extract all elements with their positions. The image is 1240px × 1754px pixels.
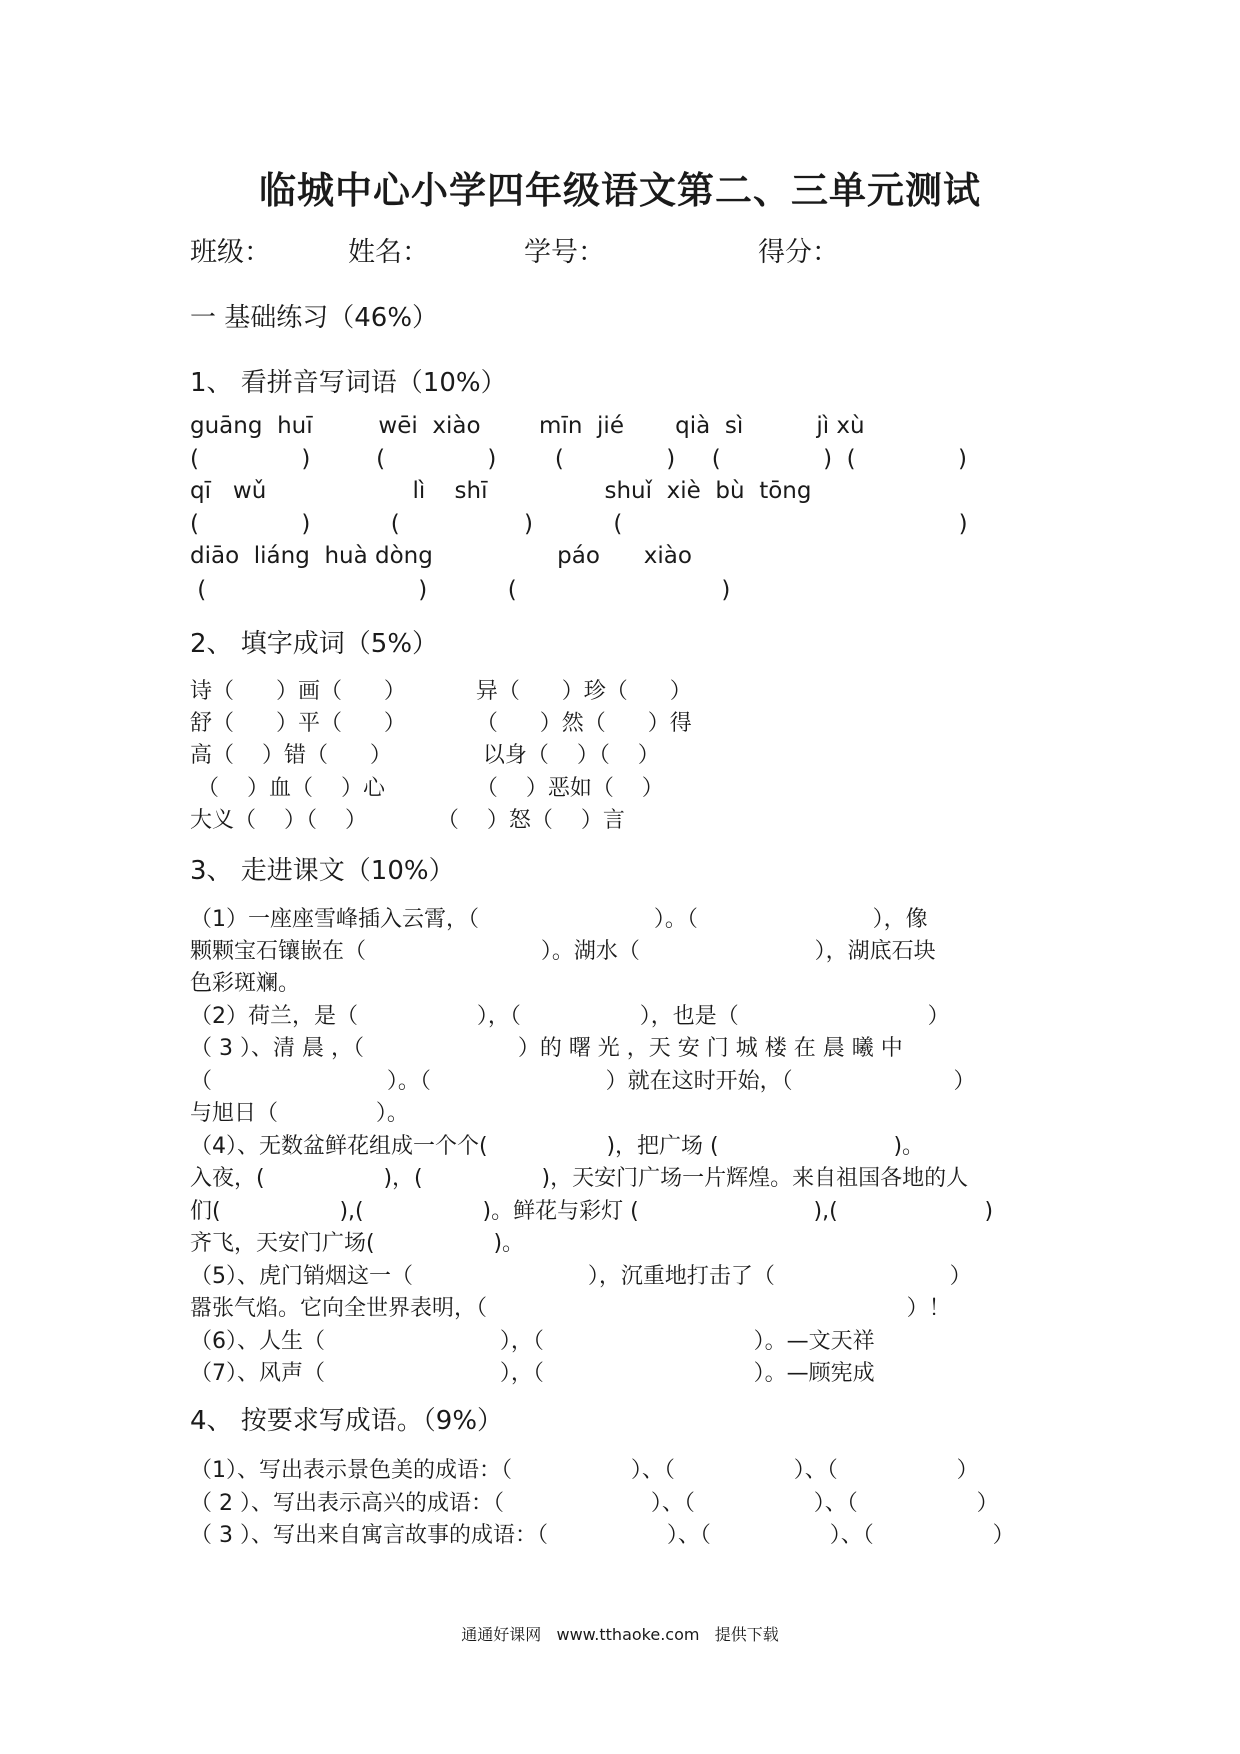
- q1-pinyin-row-3: diāo liáng huà dòng páo xiào: [190, 543, 692, 569]
- q3-row-5: （ 3 ）、清 晨 ，（ ）的 曙 光 ，天 安 门 城 楼 在 晨 曦 中: [190, 1036, 903, 1061]
- q4-row-3: （ 3 ）、写出来自寓言故事的成语：（ ）、（ ）、（ ）: [190, 1523, 1015, 1548]
- q3-row-1: （1）一座座雪峰插入云霄，（ ）。（ ），像: [190, 907, 928, 932]
- q2-row-2: 舒（ ）平（ ） （ ）然（ ）得: [190, 711, 692, 736]
- q3-row-3: 色彩斑斓。: [190, 971, 301, 996]
- section-heading-basics: 一 基础练习（46%）: [190, 303, 439, 333]
- q3-row-12: （5）、虎门销烟这一（ ），沉重地打击了（ ）: [190, 1264, 972, 1289]
- q3-row-2: 颗颗宝石镶嵌在（ ）。湖水（ ），湖底石块: [190, 939, 936, 964]
- q1-pinyin-row-1: guāng huī wēi xiào mīn jié qià sì jì xù: [190, 413, 865, 439]
- q2-row-4: （ ）血（ ）心 （ ）恶如（ ）: [190, 776, 664, 801]
- q1-blank-row-2: ( ) ( ) ( ): [190, 511, 968, 537]
- q3-row-10: 们( ),( )。鲜花与彩灯 ( ),( ): [190, 1199, 994, 1224]
- q3-row-8: （4）、无数盆鲜花组成一个个( )，把广场 ( )。: [190, 1134, 925, 1159]
- q1-heading: 1、 看拼音写词语（10%）: [190, 368, 507, 398]
- q1-blank-row-3: ( ) ( ): [190, 577, 731, 603]
- q3-row-4: （2）荷兰，是（ ），（ ），也是（ ）: [190, 1004, 950, 1029]
- q4-heading: 4、 按要求写成语。（9%）: [190, 1406, 504, 1436]
- class-field-label: 班级：: [190, 237, 271, 268]
- id-field-label: 学号：: [524, 237, 605, 268]
- name-field-label: 姓名：: [348, 237, 429, 268]
- q3-row-9: 入夜，( )，( )，天安门广场一片辉煌。来自祖国各地的人: [190, 1166, 969, 1191]
- q2-row-3: 高（ ）错（ ） 以身（ ）（ ）: [190, 743, 660, 768]
- q3-row-6: （ ）。（ ）就在这时开始，（ ）: [190, 1069, 976, 1094]
- q3-heading: 3、 走进课文（10%）: [190, 856, 455, 886]
- score-field-label: 得分：: [758, 237, 839, 268]
- q3-row-13: 嚣张气焰。它向全世界表明，（ ）！: [190, 1296, 951, 1321]
- page-title: 临城中心小学四年级语文第二、三单元测试: [259, 169, 981, 212]
- q1-blank-row-1: ( ) ( ) ( ) ( ) ( ): [190, 446, 967, 472]
- q4-row-2: （ 2 ）、写出表示高兴的成语：（ ）、（ ）、（ ）: [190, 1491, 999, 1516]
- q2-row-5: 大义（ ）（ ） （ ）怒（ ）言: [190, 808, 625, 833]
- q3-row-7: 与旭日（ ）。: [190, 1101, 409, 1126]
- q1-pinyin-row-2: qī wǔ lì shī shuǐ xiè bù tōng: [190, 478, 812, 504]
- q2-row-1: 诗（ ）画（ ） 异（ ）珍（ ）: [190, 679, 692, 704]
- q3-row-14: （6）、人生（ ），（ ）。—文天祥: [190, 1329, 875, 1354]
- q3-row-11: 齐飞，天安门广场( )。: [190, 1231, 525, 1256]
- footer-credit: 通通好课网 www.tthaoke.com 提供下载: [461, 1625, 779, 1644]
- q4-row-1: （1）、写出表示景色美的成语：（ ）、（ ）、（ ）: [190, 1458, 979, 1483]
- q3-row-15: （7）、风声（ ），（ ）。—顾宪成: [190, 1361, 875, 1386]
- q2-heading: 2、 填字成词（5%）: [190, 629, 439, 659]
